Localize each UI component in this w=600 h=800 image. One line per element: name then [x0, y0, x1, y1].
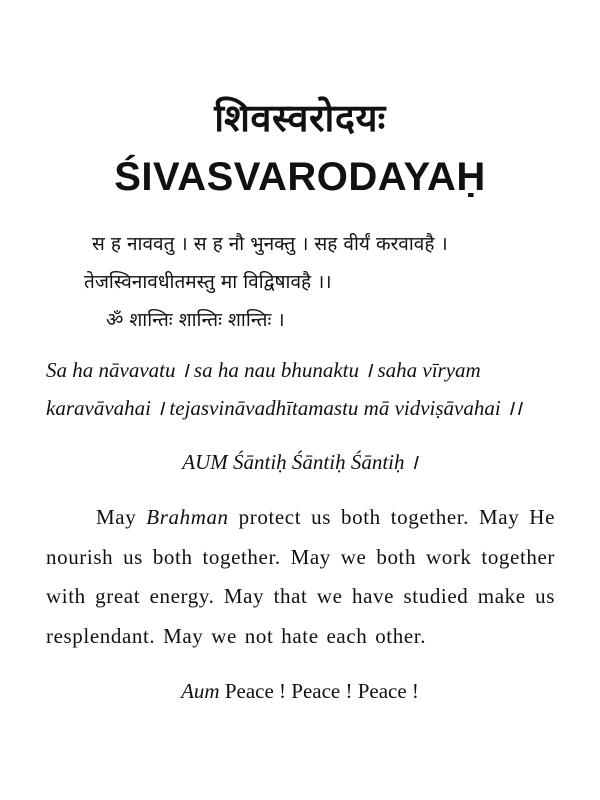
translation-emphasis: Brahman [146, 505, 229, 529]
transliteration-line-2: karavāvahai । tejasvināvadhītamastu mā vidviṣāvahai ।। [46, 396, 522, 420]
title-transliterated: ŚIVASVARODAYAḤ [114, 155, 486, 199]
closing-peace-line [0, 678, 600, 704]
closing-peace: Peace ! Peace ! Peace ! [219, 679, 419, 703]
title-devanagari: शिवस्वरोदयः [214, 96, 386, 140]
transliteration-line-1: Sa ha nāvavatu । sa ha nau bhunaktu । saha vīryam [46, 358, 481, 382]
translation-part-2: protect us both together. May He nourish us both together. May we both work together with great energy. May that we have studied make us resplendant. May we not hate each other. [46, 505, 555, 648]
translation-part-1: May [96, 505, 147, 529]
sanskrit-verse-line-1: स ह नाववतु । स ह नौ भुनक्तु । सह वीर्यं करवावहै । [92, 233, 448, 255]
sanskrit-verse-line-3: ॐ शान्तिः शान्तिः शान्तिः । [106, 309, 285, 331]
english-translation [46, 498, 555, 656]
sanskrit-verse-line-2: तेजस्विनावधीतमस्तु मा विद्विषावहै ।। [84, 271, 332, 293]
closing-aum: Aum [181, 679, 220, 703]
transliteration-line-3: AUM Śāntiḥ Śāntiḥ Śāntiḥ । [182, 450, 418, 474]
